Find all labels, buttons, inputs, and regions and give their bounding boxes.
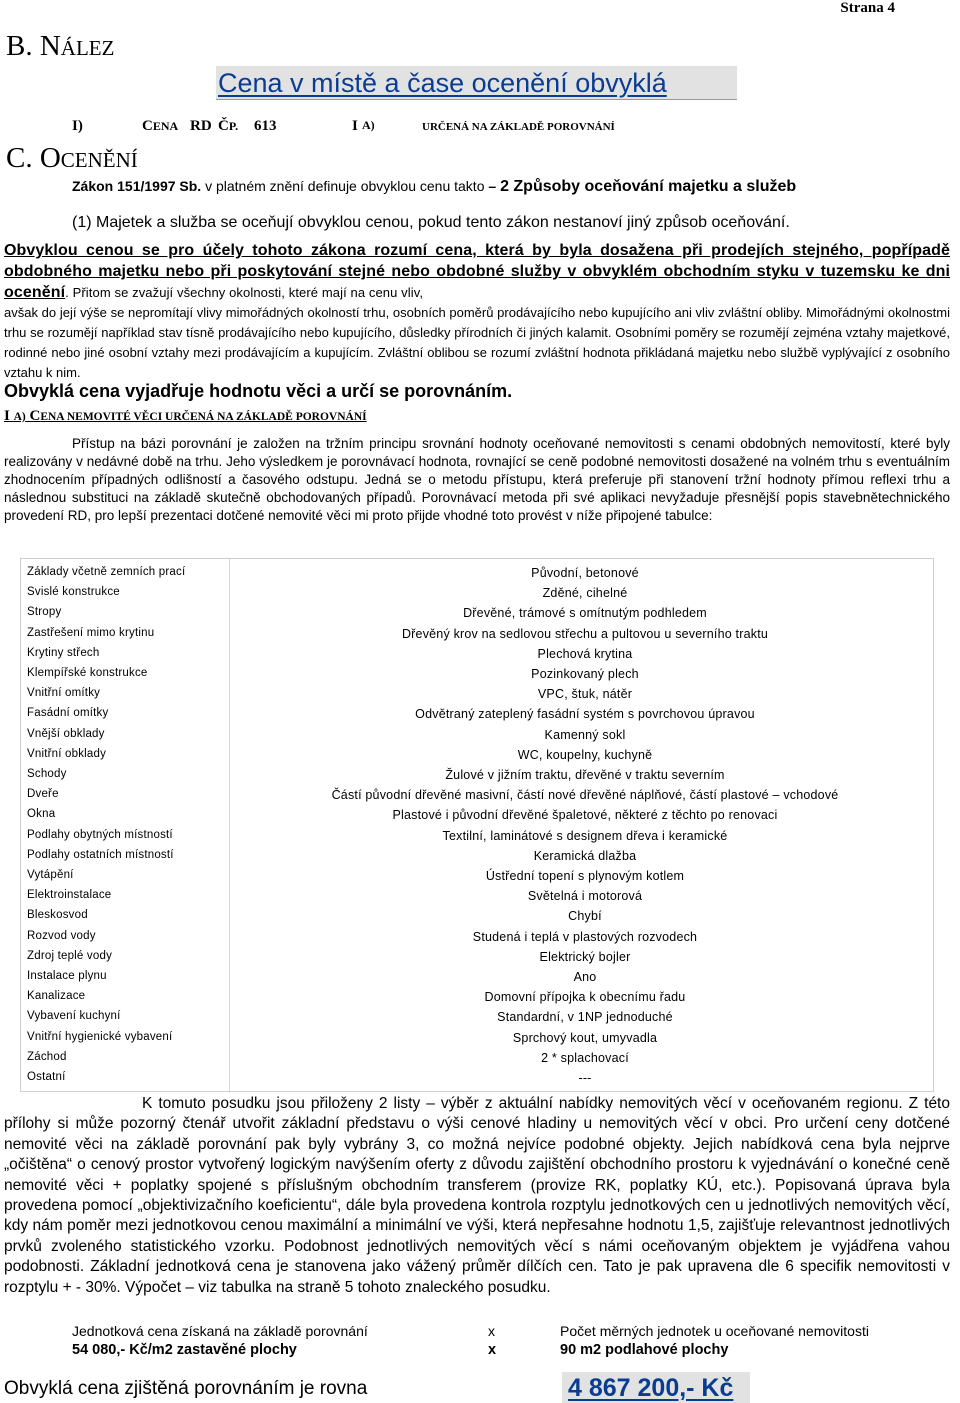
spec-table-row — [21, 967, 935, 987]
spec-table-row — [21, 785, 935, 805]
section-part8: URČENÁ NA ZÁKLADĚ POROVNÁNÍ — [422, 121, 615, 133]
main-title: Cena v místě a čase ocenění obvyklá — [216, 66, 737, 100]
spec-row-value: Sprchový kout, umyvadla — [512, 1030, 658, 1045]
spec-table-row — [21, 1007, 935, 1027]
spec-row-value: Elektrický bojler — [539, 949, 631, 964]
spec-row-label: Bleskosvod — [27, 909, 88, 922]
spec-row-label: Ostatní — [27, 1071, 66, 1083]
section2-b: A) — [13, 411, 26, 423]
spec-table-row — [21, 947, 935, 967]
definition-tail: . Přitom se zvažují všechny okolnosti, které mají na cenu vliv, — [65, 285, 424, 300]
page-number: Strana 4 — [840, 0, 895, 16]
spec-row-value: Původní, betonové — [531, 566, 639, 580]
spec-row-label: Svislé konstrukce — [27, 586, 120, 599]
heading-b-letter: B. — [6, 30, 33, 62]
final-label: Obvyklá cena zjištěná porovnáním je rovna — [4, 1378, 368, 1399]
section-part2-rest: ENA — [152, 119, 179, 133]
spec-table-row — [21, 664, 935, 684]
definition-continuation: avšak do její výše se nepromítají vlivy mimořádných okolností trhu, osobních poměrů prodávajícího nebo kupujícího ani vliv zvláštní obliby. Mimořádnými okolnostmi trhu se rozumějí například stav tísně prodávajícího nebo kupujícího, důsledky přírodních či jiných kalamit. Osobními poměry se rozumějí zejména vztahy majetkové, rodinné nebo jiné osobní vztahy mezi prodávajícím a kupujícím. Zvláštní oblibou se rozumí zvláštní hodnota přikládaná majetku nebo službě vyplývající z osobního vztahu k nim. — [4, 305, 950, 380]
comparison-approach-paragraph: Přístup na bázi porovnání je založen na tržním principu srovnání hodnoty oceňované nemovitosti s cenami obdobných nemovitostí, které byly realizovány v nedávné době na trhu. Jeho výsledkem je porovnávací hodnota, rovnající se ceně podobné nemovitosti dosažené na volném trhu s eventuálním zhodnocením případných odlišností a časového odstupu. Jedná se o metodu přístupu, která preferuje při stanovení tržní hodnoty přímou reflexi trhu a následnou substituci na základě skutečně obchodovaných případů. Porovnávací metoda při své aplikaci nevyžaduje přesnější popis stavebnětechnického provedení RD, pro lepší prezentaci dotčené nemovité věci mi proto přijde vhodné toto provést v níže připojené tabulce: — [4, 436, 950, 523]
spec-table-row — [21, 704, 935, 724]
spec-row-value: Plechová krytina — [537, 646, 633, 661]
spec-row-label: Podlahy ostatních místností — [27, 848, 174, 861]
section-part4-initial: Č — [218, 118, 229, 134]
spec-table-row — [21, 583, 935, 603]
spec-row-value: VPC, štuk, nátěr — [537, 687, 633, 702]
spec-row-label: Fasádní omítky — [27, 707, 109, 720]
spec-row-value: Standardní, v 1NP jednoduché — [497, 1010, 673, 1025]
calc-label-right: Počet měrných jednotek u oceňované nemovitosti — [560, 1323, 869, 1339]
spec-row-label: Schody — [27, 768, 67, 780]
spec-row-label: Vytápění — [27, 869, 74, 881]
spec-row-value: Dřevěný krov na sedlovou střechu a pultovou u severního traktu — [401, 626, 769, 641]
spec-row-value: Chybí — [568, 909, 602, 924]
calc-label-left: Jednotková cena získaná na základě porovnání — [72, 1323, 368, 1339]
law-act: Zákon 151/1997 Sb. — [72, 178, 202, 194]
spec-row-label: Zastřešení mimo krytinu — [27, 626, 155, 639]
section-heading-b — [6, 30, 114, 63]
spec-row-label: Dveře — [27, 788, 59, 801]
heading-c-rest: CENĚNÍ — [60, 148, 138, 172]
spec-row-value: Kamenný sokl — [544, 727, 626, 742]
section-part3: RD — [190, 118, 212, 134]
spec-row-value: Studená i teplá v plastových rozvodech — [472, 929, 698, 944]
law-paragraph-1: (1) Majetek a služba se oceňují obvyklou cenou, pokud tento zákon nestanoví jiný způsob oceňování. — [72, 214, 790, 231]
spec-row-value: --- — [578, 1071, 592, 1085]
spec-row-value: Částí původní dřevěné masivní, částí nové dřevěné náplňové, částí plastové – vchodové — [331, 788, 839, 803]
law-intro — [72, 178, 796, 196]
spec-row-label: Stropy — [27, 606, 62, 619]
calc-value-left: 54 080,- Kč/m2 zastavěné plochy — [72, 1342, 297, 1358]
spec-row-value: 2 * splachovací — [541, 1050, 629, 1065]
calc-op1: x — [488, 1323, 495, 1339]
spec-table-row — [21, 1028, 935, 1048]
spec-table-row — [21, 886, 935, 906]
heading-c-letter: C. — [6, 142, 33, 174]
calc-op2: x — [488, 1342, 497, 1358]
spec-row-value: Plastové i původní dřevěné špaletové, některé z těchto po renovaci — [392, 808, 778, 823]
spec-row-label: Rozvod vody — [27, 929, 96, 942]
section-part2 — [142, 118, 178, 135]
spec-table — [20, 558, 934, 1092]
spec-row-label: Vybavení kuchyní — [27, 1010, 121, 1023]
spec-row-value: Domovní přípojka k obecnímu řadu — [484, 990, 686, 1005]
final-value: 4 867 200,- Kč — [562, 1372, 750, 1403]
section2-a: I — [4, 408, 10, 424]
spec-row-value: Zděné, cihelné — [542, 586, 628, 601]
section-part4-rest: P. — [228, 119, 239, 133]
spec-table-row — [21, 563, 935, 583]
section-part2-initial: C — [142, 118, 153, 134]
section-part5: 613 — [254, 118, 277, 134]
spec-row-label: Záchod — [27, 1050, 67, 1063]
spec-row-label: Vnitřní hygienické vybavení — [27, 1030, 173, 1043]
spec-table-row — [21, 826, 935, 846]
section2-c2: ENA NEMOVITÉ VĚCI URČENÁ NA ZÁKLADĚ POROVNÁNÍ — [40, 411, 367, 423]
spec-row-value: Odvětraný zateplený fasádní systém s povrchovou úpravou — [415, 707, 755, 722]
spec-row-label: Vnější obklady — [27, 727, 105, 740]
result-text: K tomuto posudku jsou přiloženy 2 listy – výběr z aktuální nabídky nemovitých věcí v oceňovaném regionu. Z této přílohy si může pozorný čtenář utvořit základní představu o výši cenové hladiny u nemovitých věcí v obci. Pro určení ceny dotčené nemovité věci na základě porovnání pak byly vybrány 3, co možná nejvíce podobné objekty. Jejich nabídková cena byla nejprve „očištěna“ o cenový prostor vytvořený logickým navýšením oferty z důvodu zajištění obchodního prostoru k vyjednávání o konečné ceně nemovité věci + poplatky spojené s příslušným obchodním transferem (provize RK, poplatky KÚ, etc.). Popisovaná úprava byla provedena pomocí „objektivizačního koeficientu“, dále byla provedena kontrola rozptylu jednotkových cen u jednotlivých nemovitých věcí, kdy nám poměr mezi jednotkovou cenou maximální a minimální ve výši, která nepřesahne hodnotu 1,5, zajišťuje relevantnost jednotlivých prvků zvoleného statistického vzorku. Podobnost jednotlivých nemovitých věcí s námi oceňovaným objektem je vyjádřena vahou podobnosti. Základní jednotková cena je stanovena jako vážený průměr dílčích cen. Tato je pak upravena dle 6 specifik nemovitosti v rozptylu + - 30%. Výpočet – viz tabulka na straně 5 tohoto znaleckého posudku. — [4, 1095, 950, 1296]
law-intro-text: v platném znění definuje obvyklou cenu takto — [201, 178, 489, 194]
spec-table-row — [21, 765, 935, 785]
spec-row-label: Vnitřní omítky — [27, 687, 101, 700]
spec-table-row — [21, 684, 935, 704]
spec-row-label: Podlahy obytných místností — [27, 828, 173, 841]
section-part6: I — [352, 118, 358, 134]
spec-table-row — [21, 866, 935, 886]
section2-c1: C — [29, 408, 41, 424]
spec-row-value: Žulové v jižním traktu, dřevěné v traktu severním — [445, 768, 725, 782]
definition-paragraph — [4, 240, 950, 303]
spec-row-value: WC, koupelny, kuchyně — [517, 747, 653, 762]
spec-row-label: Elektroinstalace — [27, 889, 112, 902]
spec-row-label: Instalace plynu — [27, 970, 107, 982]
calc-value-right: 90 m2 podlahové plochy — [560, 1342, 729, 1358]
result-paragraph — [4, 1094, 950, 1298]
spec-table-row — [21, 603, 935, 623]
heading-b-rest: ÁLEZ — [60, 36, 115, 60]
spec-table-row — [21, 1068, 935, 1088]
spec-table-row — [21, 745, 935, 765]
obvykla-sentence: Obvyklá cena vyjadřuje hodnotu věci a určí se porovnáním. — [4, 381, 513, 401]
section-heading-c — [6, 142, 138, 175]
spec-table-row — [21, 624, 935, 644]
spec-row-value: Ano — [573, 970, 597, 984]
section2-heading — [4, 408, 367, 425]
heading-c-first: O — [39, 142, 61, 174]
spec-row-value: Světelná i motorová — [527, 889, 643, 904]
spec-table-row — [21, 1048, 935, 1068]
spec-row-label: Kanalizace — [27, 990, 86, 1003]
spec-row-value: Ústřední topení s plynovým kotlem — [485, 869, 685, 883]
spec-table-row — [21, 644, 935, 664]
spec-row-label: Zdroj teplé vody — [27, 949, 113, 962]
spec-table-row — [21, 927, 935, 947]
law-section: 2 Způsoby oceňování majetku a služeb — [500, 178, 797, 195]
section-part4 — [218, 118, 238, 135]
spec-row-label: Okna — [27, 808, 56, 821]
definition-bold-text: Obvyklou cenou se pro účely tohoto zákona rozumí cena, která by byla dosažena při prodejích stejného, popřípadě obdobného majetku nebo při poskytování stejné nebo obdobné služby v obvyklém obchodním styku v tuzemsku ke dni ocenění — [4, 242, 950, 301]
section-part1: I) — [72, 118, 83, 134]
spec-row-label: Vnitřní obklady — [27, 747, 107, 760]
spec-row-value: Textilní, laminátové s designem dřeva i keramické — [442, 828, 728, 843]
spec-table-row — [21, 987, 935, 1007]
spec-row-value: Keramická dlažba — [533, 848, 637, 863]
spec-table-row — [21, 846, 935, 866]
spec-row-label: Klempířské konstrukce — [27, 667, 148, 679]
spec-row-label: Krytiny střech — [27, 646, 100, 659]
heading-b-first: N — [39, 30, 61, 62]
section-part7: A) — [362, 118, 375, 132]
spec-row-value: Dřevěné, trámové s omítnutým podhledem — [463, 606, 707, 621]
spec-table-row — [21, 725, 935, 745]
spec-table-row — [21, 906, 935, 926]
spec-row-label: Základy včetně zemních prací — [27, 566, 186, 578]
law-dash: – — [488, 178, 497, 194]
spec-table-row — [21, 805, 935, 825]
spec-row-value: Pozinkovaný plech — [531, 667, 639, 681]
